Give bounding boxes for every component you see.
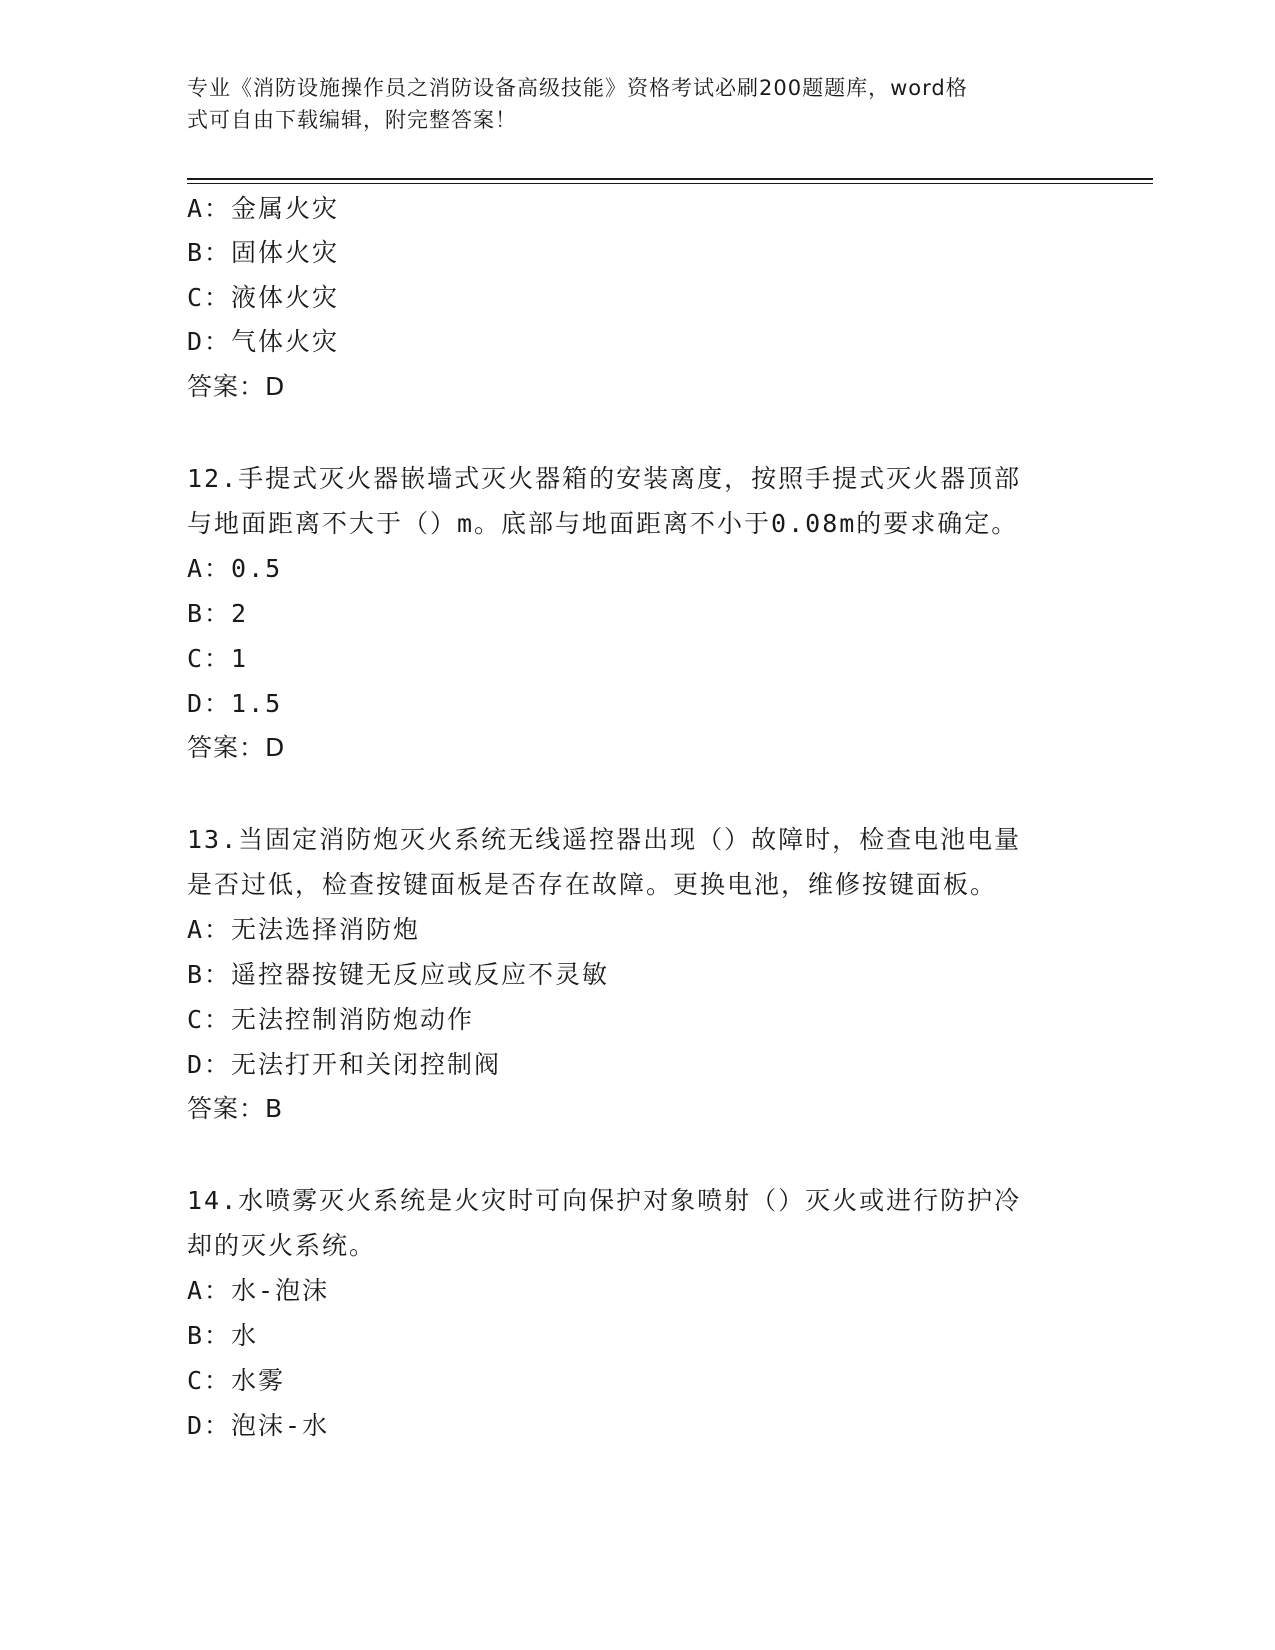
q14-option-a: A：水-泡沫 bbox=[187, 1276, 330, 1305]
q13-option-c: C：无法控制消防炮动作 bbox=[187, 1005, 475, 1034]
q11-option-d: D：气体火灾 bbox=[187, 327, 340, 356]
header-line-2: 式可自由下载编辑，附完整答案！ bbox=[187, 108, 517, 132]
q13-option-d: D：无法打开和关闭控制阀 bbox=[187, 1050, 502, 1079]
q11-option-a: A：金属火灾 bbox=[187, 194, 340, 223]
q12-option-b: B：2 bbox=[187, 599, 249, 628]
q13-stem-line-2: 是否过低，检查按键面板是否存在故障。更换电池，维修按键面板。 bbox=[187, 870, 998, 899]
q13-option-a: A：无法选择消防炮 bbox=[187, 915, 421, 944]
q14-option-d: D：泡沫-水 bbox=[187, 1411, 330, 1440]
q11-answer: 答案：D bbox=[187, 372, 286, 401]
q12-answer: 答案：D bbox=[187, 733, 286, 762]
header-line-1: 专业《消防设施操作员之消防设备高级技能》资格考试必刷200题题库，word格 bbox=[187, 76, 968, 100]
q14-option-c: C：水雾 bbox=[187, 1366, 286, 1395]
q14-stem-line-2: 却的灭火系统。 bbox=[187, 1231, 377, 1260]
header-rule bbox=[187, 178, 1153, 180]
q14-option-b: B：水 bbox=[187, 1321, 259, 1350]
q12-option-d: D：1.5 bbox=[187, 689, 283, 718]
q11-option-c: C：液体火灾 bbox=[187, 283, 340, 312]
q12-stem-line-1: 12.手提式灭火器嵌墙式灭火器箱的安装离度，按照手提式灭火器顶部 bbox=[187, 464, 1022, 493]
q13-stem-line-1: 13.当固定消防炮灭火系统无线遥控器出现（）故障时，检查电池电量 bbox=[187, 825, 1022, 854]
q12-option-a: A：0.5 bbox=[187, 554, 283, 583]
header-rule-thin bbox=[187, 183, 1153, 184]
q13-answer: 答案：B bbox=[187, 1094, 284, 1123]
document-header bbox=[187, 72, 1067, 136]
q13-option-b: B：遥控器按键无反应或反应不灵敏 bbox=[187, 960, 610, 989]
q12-option-c: C：1 bbox=[187, 644, 249, 673]
q12-stem-line-2: 与地面距离不大于（）m。底部与地面距离不小于0.08m的要求确定。 bbox=[187, 509, 1019, 538]
q14-stem-line-1: 14.水喷雾灭火系统是火灾时可向保护对象喷射（）灭火或进行防护冷 bbox=[187, 1186, 1022, 1215]
q11-option-b: B：固体火灾 bbox=[187, 238, 340, 267]
